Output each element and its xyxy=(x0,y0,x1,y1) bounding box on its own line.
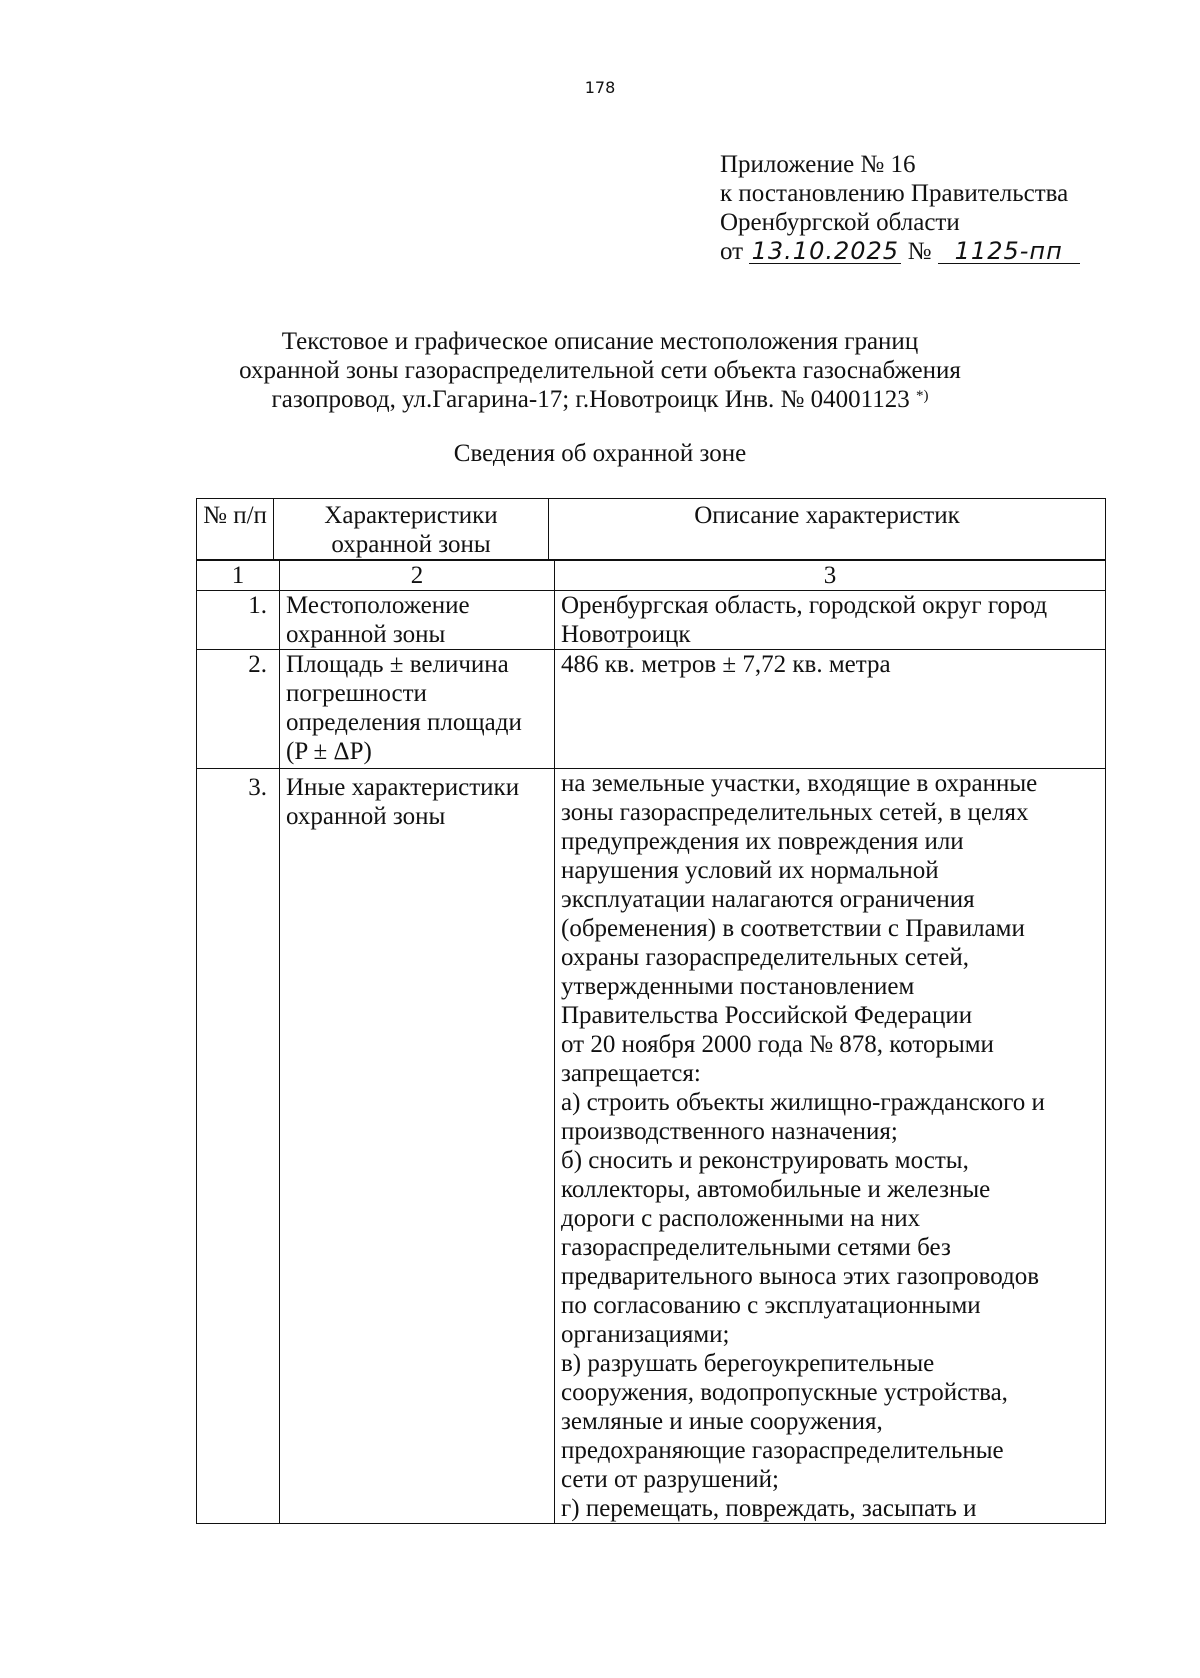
description-line: предохраняющие газораспределительные xyxy=(561,1437,1004,1464)
description-line: Правительства Российской Федерации xyxy=(561,1002,973,1029)
description-line: газораспределительными сетями без xyxy=(561,1234,951,1261)
column-number-3: 3 xyxy=(555,561,1106,591)
page-number: 178 xyxy=(584,78,616,97)
description-line: запрещается: xyxy=(561,1060,701,1087)
description-line: б) сносить и реконструировать мосты, xyxy=(561,1147,969,1174)
description-line: дороги с расположенными на них xyxy=(561,1205,921,1232)
appendix-date-line xyxy=(720,237,1080,266)
description-line: по согласованию с эксплуатационными xyxy=(561,1292,981,1319)
row-description: 486 кв. метров ± 7,72 кв. метра xyxy=(555,650,1106,769)
description-line: сооружения, водопропускные устройства, xyxy=(561,1379,1008,1406)
appendix-block xyxy=(720,150,1080,266)
table-header xyxy=(196,498,1106,560)
description-line: от 20 ноября 2000 года № 878, которыми xyxy=(561,1031,994,1058)
description-line: г) перемещать, повреждать, засыпать и xyxy=(561,1495,977,1522)
date-prefix: от xyxy=(720,238,744,265)
number-prefix: № xyxy=(907,238,932,265)
appendix-resolution: к постановлению Правительства xyxy=(720,180,1069,207)
handwritten-date: 13.10.2025 xyxy=(749,239,901,264)
handwritten-number: 1125-пп xyxy=(938,239,1080,264)
description-line: предупреждения их повреждения или xyxy=(561,828,964,855)
description-line: на земельные участки, входящие в охранные xyxy=(561,770,1038,797)
appendix-title: Приложение № 16 xyxy=(720,151,916,178)
section-title: Сведения об охранной зоне xyxy=(453,440,747,467)
row-description-long xyxy=(555,769,1106,1524)
table-body xyxy=(196,560,1106,1524)
description-line: сети от разрушений; xyxy=(561,1466,779,1493)
header-number: № п/п xyxy=(197,499,274,560)
title-line-1: Текстовое и графическое описание местоположения границ xyxy=(281,328,919,355)
description-line: а) строить объекты жилищно-гражданского и xyxy=(561,1089,1045,1116)
row-description: Оренбургская область, городской округ город Новотроицк xyxy=(555,591,1106,650)
appendix-region: Оренбургской области xyxy=(720,209,960,236)
description-line: в) разрушать берегоукрепительные xyxy=(561,1350,935,1377)
row-characteristic: Площадь ± величина погрешности определения площади (P ± ΔP) xyxy=(280,650,555,769)
table-row xyxy=(197,650,1106,769)
table-row xyxy=(197,769,1106,1524)
row-characteristic: Местоположение охранной зоны xyxy=(280,591,555,650)
description-line: земляные и иные сооружения, xyxy=(561,1408,883,1435)
column-numbers-row xyxy=(197,561,1106,591)
description-line: эксплуатации налагаются ограничения xyxy=(561,886,975,913)
description-line: нарушения условий их нормальной xyxy=(561,857,939,884)
row-number: 1. xyxy=(197,591,280,650)
title-line-2: охранной зоны газораспределительной сети объекта газоснабжения xyxy=(239,357,961,384)
row-characteristic: Иные характеристики охранной зоны xyxy=(280,769,555,1524)
description-line: предварительного выноса этих газопроводов xyxy=(561,1263,1040,1290)
description-line: зоны газораспределительных сетей, в целях xyxy=(561,799,1029,826)
column-number-1: 1 xyxy=(197,561,280,591)
header-characteristic: Характеристики охранной зоны xyxy=(274,499,549,560)
title-line-3 xyxy=(0,385,1200,414)
description-line: (обременения) в соответствии с Правилами xyxy=(561,915,1025,942)
description-line: утвержденными постановлением xyxy=(561,973,915,1000)
description-line: охраны газораспределительных сетей, xyxy=(561,944,969,971)
description-line: организациями; xyxy=(561,1321,730,1348)
row-number: 3. xyxy=(197,769,280,1524)
title-line-3-text: газопровод, ул.Гагарина-17; г.Новотроицк Инв. № 04001123 xyxy=(271,386,910,413)
table-row xyxy=(197,591,1106,650)
description-line: коллекторы, автомобильные и железные xyxy=(561,1176,991,1203)
footnote-mark: *) xyxy=(915,388,929,404)
document-title xyxy=(0,327,1200,414)
header-description: Описание характеристик xyxy=(549,499,1106,560)
header-row xyxy=(197,499,1106,560)
column-number-2: 2 xyxy=(280,561,555,591)
row-number: 2. xyxy=(197,650,280,769)
description-line: производственного назначения; xyxy=(561,1118,898,1145)
